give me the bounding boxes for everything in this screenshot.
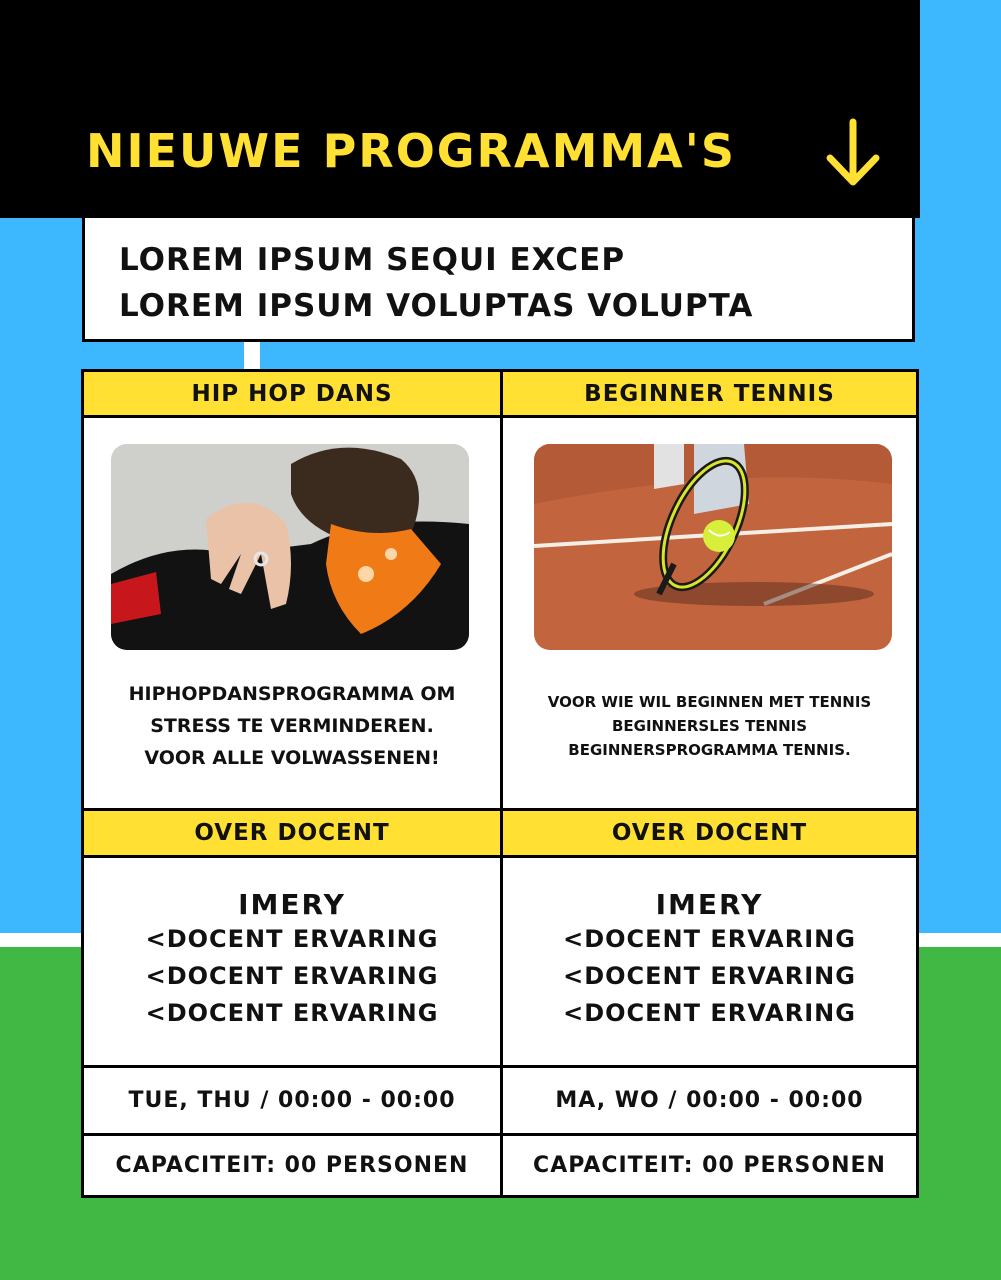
- header: [0, 0, 920, 218]
- program-title: BEGINNER TENNIS: [503, 372, 916, 418]
- schedule: MA, WO / 00:00 - 00:00: [503, 1065, 916, 1133]
- teacher-name: IMERY: [655, 888, 764, 921]
- schedule: TUE, THU / 00:00 - 00:00: [84, 1065, 500, 1133]
- description-line: BEGINNERSLES TENNIS: [611, 717, 808, 735]
- teacher-experience: <DOCENT ERVARING: [563, 999, 856, 1027]
- teacher-experience: <DOCENT ERVARING: [563, 962, 856, 990]
- teacher-info: [84, 858, 500, 1065]
- program-grid: [81, 369, 919, 1198]
- description-line: BEGINNERSPROGRAMMA TENNIS.: [568, 741, 851, 759]
- description-line: VOOR ALLE VOLWASSENEN!: [144, 747, 440, 769]
- intro-line: LOREM IPSUM SEQUI EXCEP: [119, 242, 626, 278]
- description-line: VOOR WIE WIL BEGINNEN MET TENNIS: [547, 693, 872, 711]
- teacher-name: IMERY: [238, 888, 346, 921]
- tennis-photo: [534, 444, 892, 650]
- capacity: CAPACITEIT: 00 PERSONEN: [84, 1133, 500, 1195]
- intro-line: LOREM IPSUM VOLUPTAS VOLUPTA: [119, 288, 754, 324]
- dancer-photo: [111, 444, 469, 650]
- program-card-tennis: [503, 372, 916, 1195]
- teacher-heading: OVER DOCENT: [503, 808, 916, 858]
- arrow-down-icon: [823, 118, 883, 190]
- teacher-experience: <DOCENT ERVARING: [145, 962, 439, 990]
- page-title: NIEUWE PROGRAMMA'S: [86, 124, 736, 178]
- capacity: CAPACITEIT: 00 PERSONEN: [503, 1133, 916, 1195]
- description-line: STRESS TE VERMINDEREN.: [150, 715, 434, 737]
- intro-box: [82, 218, 915, 342]
- description-line: HIPHOPDANSPROGRAMMA OM: [128, 683, 456, 705]
- teacher-experience: <DOCENT ERVARING: [563, 925, 856, 953]
- program-description: [513, 690, 906, 762]
- teacher-experience: <DOCENT ERVARING: [145, 999, 439, 1027]
- program-card-hiphop: [84, 372, 503, 1195]
- teacher-experience: <DOCENT ERVARING: [145, 925, 439, 953]
- teacher-info: [503, 858, 916, 1065]
- teacher-heading: OVER DOCENT: [84, 808, 500, 858]
- program-title: HIP HOP DANS: [84, 372, 500, 418]
- program-description: [94, 678, 490, 774]
